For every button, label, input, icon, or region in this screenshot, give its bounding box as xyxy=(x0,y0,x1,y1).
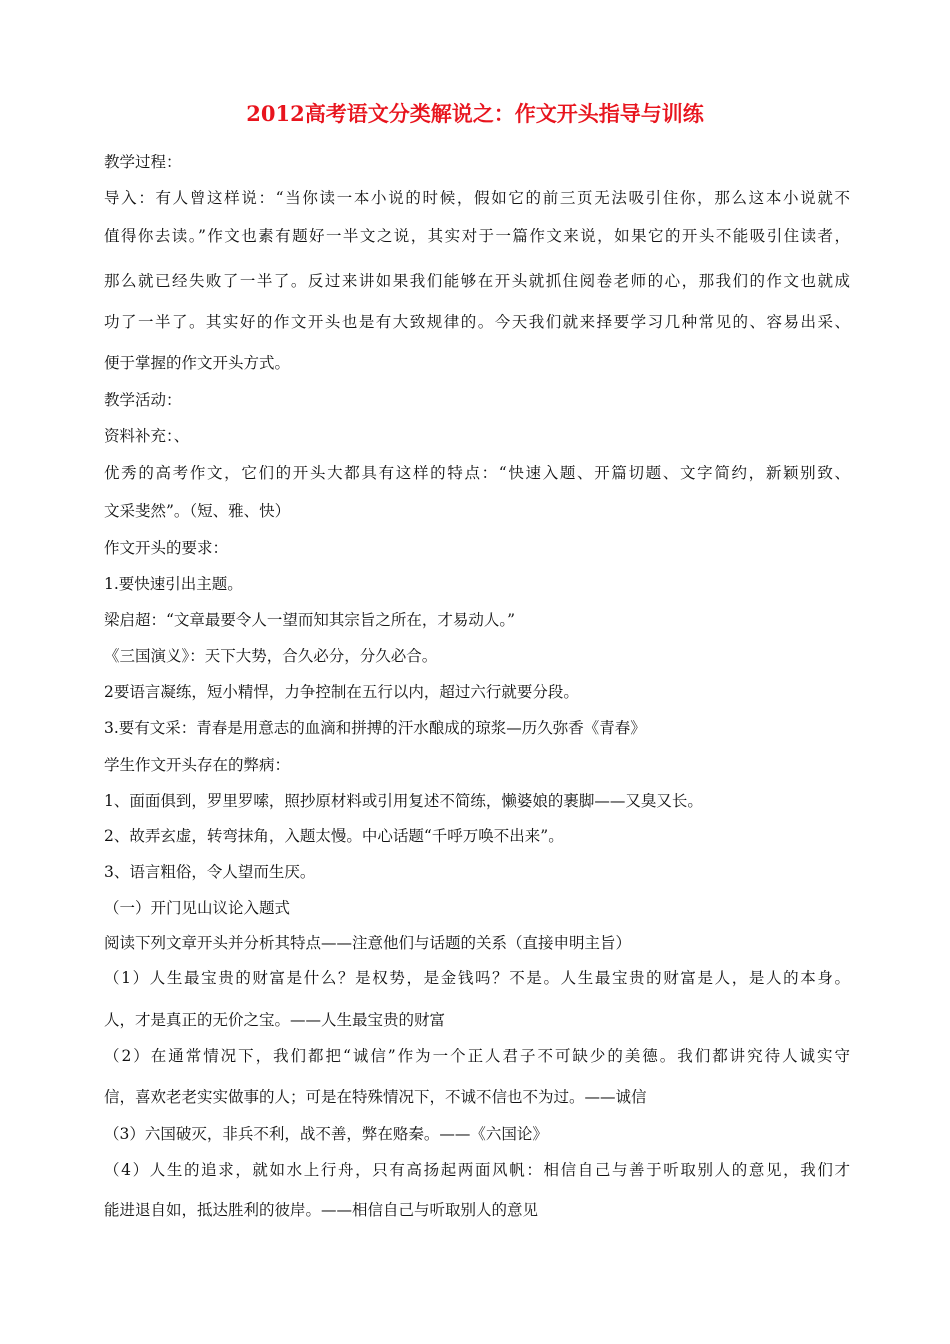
text-line: 信，喜欢老老实实做事的人；可是在特殊情况下，不诚不信也不为过。——诚信 xyxy=(104,1088,647,1106)
text-line: 优秀的高考作文，它们的开头大都具有这样的特点：“快速入题、开篇切题、文字简约，新颖别致、 xyxy=(104,464,850,482)
document-title: 2012高考语文分类解说之：作文开头指导与训练 xyxy=(246,101,704,126)
text-line: 梁启超：“文章最要令人一望而知其宗旨之所在，才易动人。” xyxy=(104,611,516,629)
text-line: 能进退自如，抵达胜利的彼岸。——相信自己与听取别人的意见 xyxy=(104,1201,539,1219)
text-line: 阅读下列文章开头并分析其特点——注意他们与话题的关系（直接申明主旨） xyxy=(104,934,632,952)
text-line: 人，才是真正的无价之宝。——人生最宝贵的财富 xyxy=(104,1011,446,1029)
text-line: （2）在通常情况下，我们都把“诚信”作为一个正人君子不可缺少的美德。我们都讲究待人诚实守 xyxy=(104,1047,850,1065)
text-line: 教学过程： xyxy=(104,153,182,171)
text-line: 导入：有人曾这样说：“当你读一本小说的时候，假如它的前三页无法吸引住你，那么这本小说就不 xyxy=(104,189,850,207)
text-line: 学生作文开头存在的弊病： xyxy=(104,756,291,774)
text-line: 那么就已经失败了一半了。反过来讲如果我们能够在开头就抓住阅卷老师的心，那我们的作文也就成 xyxy=(104,272,850,290)
text-line: （4）人生的追求，就如水上行舟，只有高扬起两面风帆：相信自己与善于听取别人的意见，我们才 xyxy=(104,1161,850,1179)
text-line: 教学活动： xyxy=(104,391,182,409)
text-line: 1、面面俱到，罗里罗嗦，照抄原材料或引用复述不简练，懒婆娘的裹脚——又臭又长。 xyxy=(104,792,703,810)
text-line: （一）开门见山议论入题式 xyxy=(104,899,291,917)
text-line: 3、语言粗俗，令人望而生厌。 xyxy=(104,863,316,881)
text-line: 资料补充：、 xyxy=(104,427,190,445)
text-line: 2要语言凝练，短小精悍，力争控制在五行以内，超过六行就要分段。 xyxy=(104,683,579,701)
text-line: （1）人生最宝贵的财富是什么？是权势，是金钱吗？不是。人生最宝贵的财富是人，是人的本身。 xyxy=(104,969,850,987)
text-line: 功了一半了。其实好的作文开头也是有大致规律的。今天我们就来择要学习几种常见的、容易出采、 xyxy=(104,313,850,331)
text-line: 值得你去读。”作文也素有题好一半文之说，其实对于一篇作文来说，如果它的开头不能吸引住读者， xyxy=(104,227,850,245)
text-line: 作文开头的要求： xyxy=(104,539,229,557)
text-line: 文采斐然”。（短、雅、快） xyxy=(104,502,291,520)
text-line: 2、故弄玄虚，转弯抹角，入题太慢。中心话题“千呼万唤不出来”。 xyxy=(104,827,564,845)
text-line: 1.要快速引出主题。 xyxy=(104,575,243,593)
text-line: 《三国演义》：天下大势，合久必分，分久必合。 xyxy=(104,647,438,665)
text-line: 便于掌握的作文开头方式。 xyxy=(104,354,291,372)
text-line: 3.要有文采：青春是用意志的血滴和拼搏的汗水酿成的琼浆—历久弥香《青春》 xyxy=(104,719,646,737)
text-line: （3）六国破灭，非兵不利，战不善，弊在赂秦。——《六国论》 xyxy=(104,1125,548,1143)
